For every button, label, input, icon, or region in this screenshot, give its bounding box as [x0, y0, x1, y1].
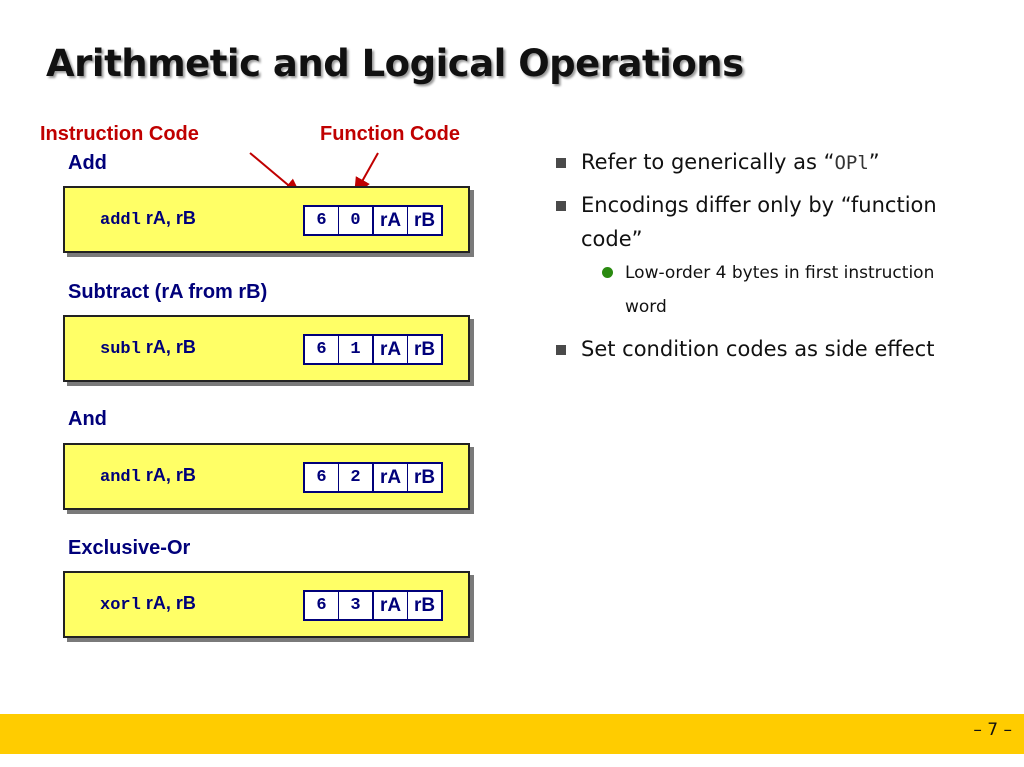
- slide-title: Arithmetic and Logical Operations: [46, 42, 744, 85]
- op-label-xor: Exclusive-Or: [68, 537, 191, 559]
- operands: rA, rB: [140, 337, 196, 357]
- bullet-item: [552, 332, 952, 366]
- square-bullet-icon: [556, 158, 566, 168]
- sub-bullet-text: Low-order 4 bytes in first instruction word: [625, 263, 935, 317]
- mnemonic: addl: [100, 211, 141, 230]
- bullet-code: OPl: [834, 152, 869, 174]
- bullet-item: [552, 188, 952, 256]
- asm-line: [100, 337, 196, 359]
- ifun-nibble: 1: [339, 336, 374, 363]
- op-box-and: [63, 443, 470, 510]
- bullet-text: Encodings differ only by “function code”: [581, 193, 937, 251]
- mnemonic: andl: [100, 468, 141, 487]
- square-bullet-icon: [556, 201, 566, 211]
- asm-line: [100, 208, 196, 230]
- icode-nibble: 6: [305, 336, 339, 363]
- op-label-and: And: [68, 408, 107, 430]
- encoding-bytes: [303, 205, 443, 236]
- mnemonic: subl: [100, 340, 141, 359]
- icode-nibble: 6: [305, 592, 339, 619]
- bullet-text: Set condition codes as side effect: [581, 337, 935, 361]
- square-bullet-icon: [556, 345, 566, 355]
- asm-line: [100, 465, 196, 487]
- instruction-code-annotation: Instruction Code: [40, 123, 199, 145]
- mnemonic: xorl: [100, 596, 141, 615]
- rb-field: rB: [408, 336, 441, 363]
- op-box-xor: [63, 571, 470, 638]
- icode-nibble: 6: [305, 207, 339, 234]
- ifun-nibble: 3: [339, 592, 374, 619]
- operands: rA, rB: [140, 465, 196, 485]
- bullet-text-suffix: ”: [868, 150, 880, 174]
- operands: rA, rB: [140, 593, 196, 613]
- operands: rA, rB: [140, 208, 196, 228]
- footer-bar: [0, 714, 1024, 754]
- circle-bullet-icon: [602, 267, 613, 278]
- function-code-annotation: Function Code: [320, 123, 460, 145]
- encoding-bytes: [303, 462, 443, 493]
- ifun-nibble: 0: [339, 207, 374, 234]
- op-label-subtract: Subtract (rA from rB): [68, 281, 268, 303]
- ra-field: rA: [374, 336, 408, 363]
- icode-nibble: 6: [305, 464, 339, 491]
- sub-bullet-item: [552, 256, 952, 324]
- bullet-item: [552, 145, 952, 180]
- ifun-nibble: 2: [339, 464, 374, 491]
- page-number: – 7 –: [973, 720, 1012, 740]
- asm-line: [100, 593, 196, 615]
- bullet-text-prefix: Refer to generically as “: [581, 150, 835, 174]
- rb-field: rB: [408, 464, 441, 491]
- rb-field: rB: [408, 592, 441, 619]
- op-box-add: [63, 186, 470, 253]
- rb-field: rB: [408, 207, 441, 234]
- encoding-bytes: [303, 334, 443, 365]
- op-label-add: Add: [68, 152, 107, 174]
- bullet-list: [552, 145, 952, 374]
- encoding-bytes: [303, 590, 443, 621]
- ra-field: rA: [374, 592, 408, 619]
- ra-field: rA: [374, 207, 408, 234]
- op-box-subtract: [63, 315, 470, 382]
- ra-field: rA: [374, 464, 408, 491]
